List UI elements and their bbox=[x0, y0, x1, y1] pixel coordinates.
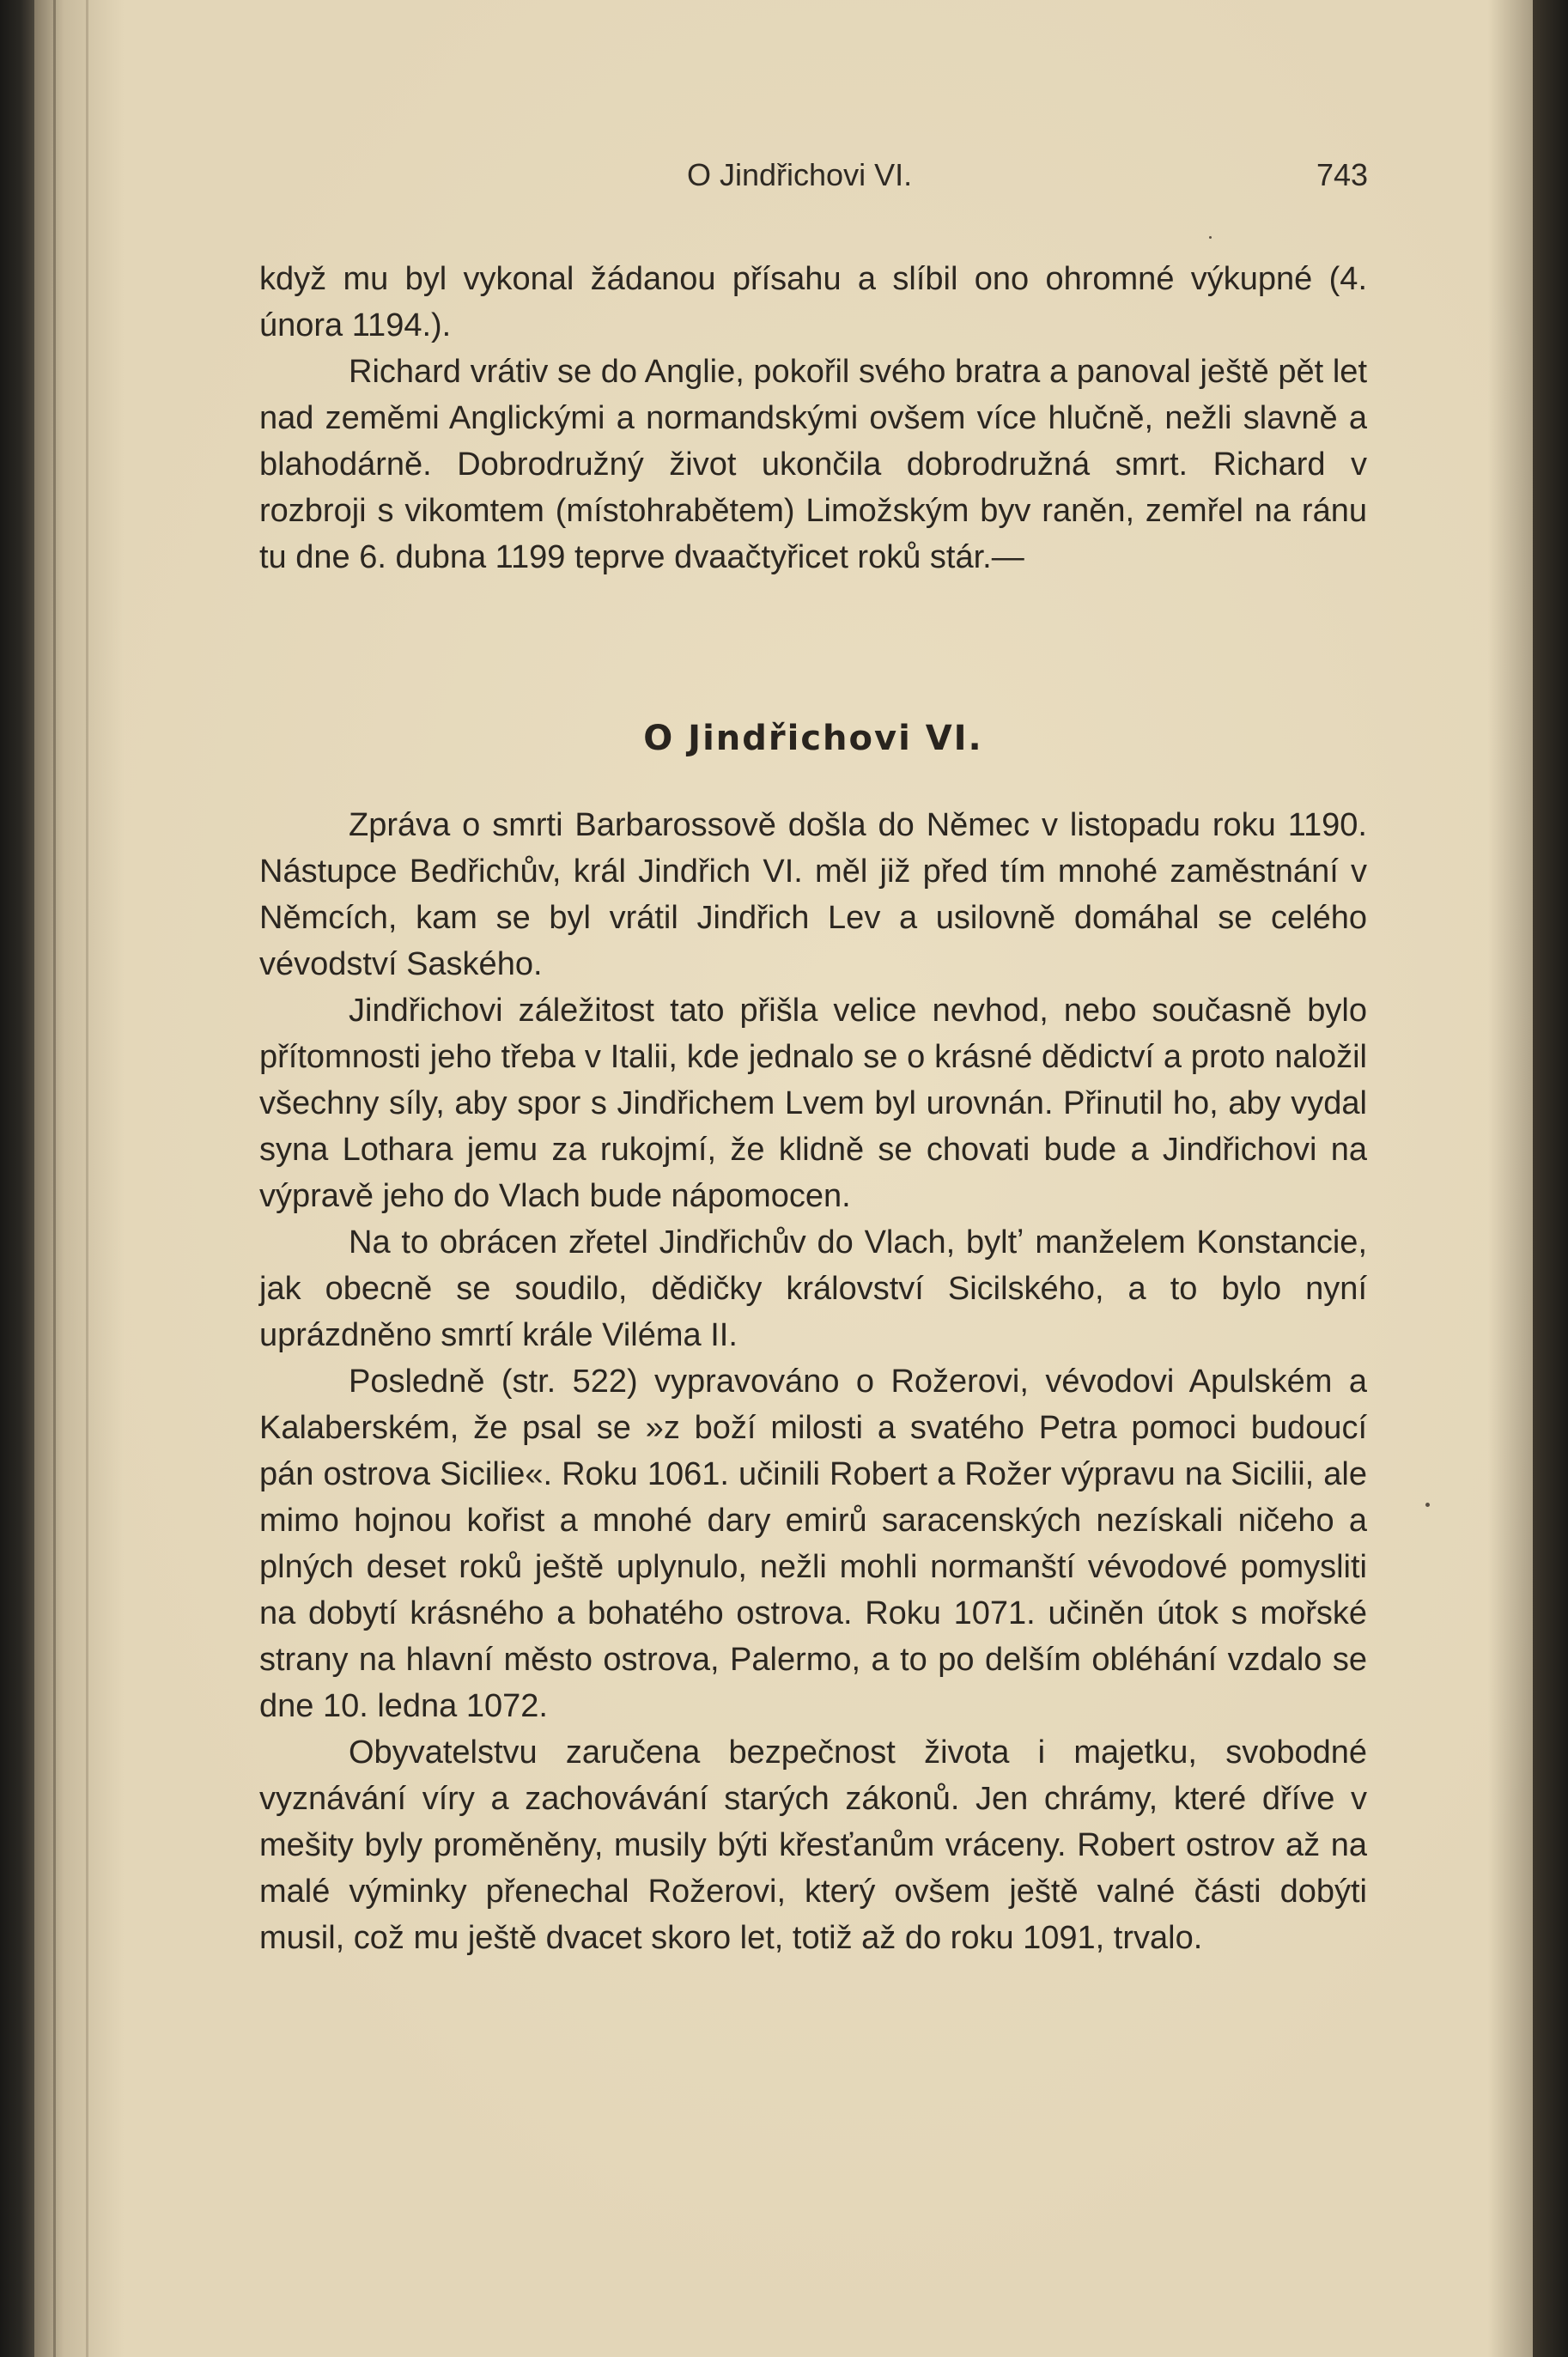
paragraph: Posledně (str. 522) vypravováno o Rožerovi, vévodovi Apulském a Kalaberském, že psal se »z boží milosti a svatého Petra pomoci budoucí pán ostrova Sicilie«. Roku 1061. učinili Robert a Rožer výpravu na Sicilii, ale mimo hojnou kořist a mnohé dary emirů saracenských nezískali ničeho a plných deset roků ještě uplynulo, nežli mohli normanští vévodové pomysliti na dobytí krásného a bohatého ostrova. Roku 1071. učiněn útok s mořské strany na hlavní město ostrova, Palermo, a to po delším obléhání vzdalo se dne 10. ledna 1072. bbox=[259, 1364, 1367, 1724]
paragraph: Na to obrácen zřetel Jindřichův do Vlach, byltʼ manželem Konstancie, jak obecně se soudilo, dědičky království Sicilského, a to bylo nyní uprázdněno smrtí krále Viléma II. bbox=[259, 1224, 1367, 1353]
paragraph: Obyvatelstvu zaručena bezpečnost života i majetku, svobodné vyznávání víry a zachovávání starých zákonů. Jen chrámy, které dříve v mešity byly proměněny, musily býti křesťanům vráceny. Robert ostrov až na malé výminky přenechal Rožerovi, který ovšem ještě valné části dobýti musil, což mu ještě dvacet skoro let, totiž až do roku 1091, trvalo. bbox=[259, 1734, 1367, 1956]
page-edge-line bbox=[53, 0, 56, 2357]
paper-speck bbox=[1209, 236, 1212, 239]
paragraph: Zpráva o smrti Barbarossově došla do Němec v listopadu roku 1190. Nástupce Bedřichův, král Jindřich VI. měl již před tím mnohé zaměstnání v Němcích, kam se byl vrátil Jindřich Lev a usilovně domáhal se celého vévodství Saského. bbox=[259, 807, 1367, 982]
chapter-heading: O Jindřichovi VI. bbox=[643, 719, 983, 758]
running-head bbox=[0, 157, 1568, 200]
page-number: 743 bbox=[1316, 157, 1369, 192]
paragraph: když mu byl vykonal žádanou přísahu a slíbil ono ohromné výkupné (4. února 1194.). bbox=[259, 261, 1367, 343]
running-title: O Jindřichovi VI. bbox=[687, 157, 913, 192]
paragraph: Jindřichovi záležitost tato přišla velice nevhod, nebo současně bylo přítomnosti jeho třeba v Italii, kde jednalo se o krásné dědictví a proto naložil všechny síly, aby spor s Jindřichem Lvem byl urovnán. Přinutil ho, aby vydal syna Lothara jemu za rukojmí, že klidně se chovati bude a Jindřichovi na výpravě jeho do Vlach bude nápomocen. bbox=[259, 993, 1367, 1214]
chapter-text bbox=[259, 802, 1367, 1961]
page-right-edge bbox=[1533, 0, 1568, 2357]
continuation-text bbox=[259, 256, 1367, 580]
page-edge-line bbox=[86, 0, 88, 2357]
paper-speck bbox=[1425, 1503, 1430, 1507]
paragraph: Richard vrátiv se do Anglie, pokořil svého bratra a panoval ještě pět let nad zeměmi Anglickými a normandskými ovšem více hlučně, nežli slavně a blahodárně. Dobrodružný život ukončila dobrodružná smrt. Richard v rozbroji s vikomtem (místohrabětem) Limožským byv raněn, zemřel na ránu tu dne 6. dubna 1199 teprve dvaačtyřicet roků stár.— bbox=[259, 354, 1367, 575]
